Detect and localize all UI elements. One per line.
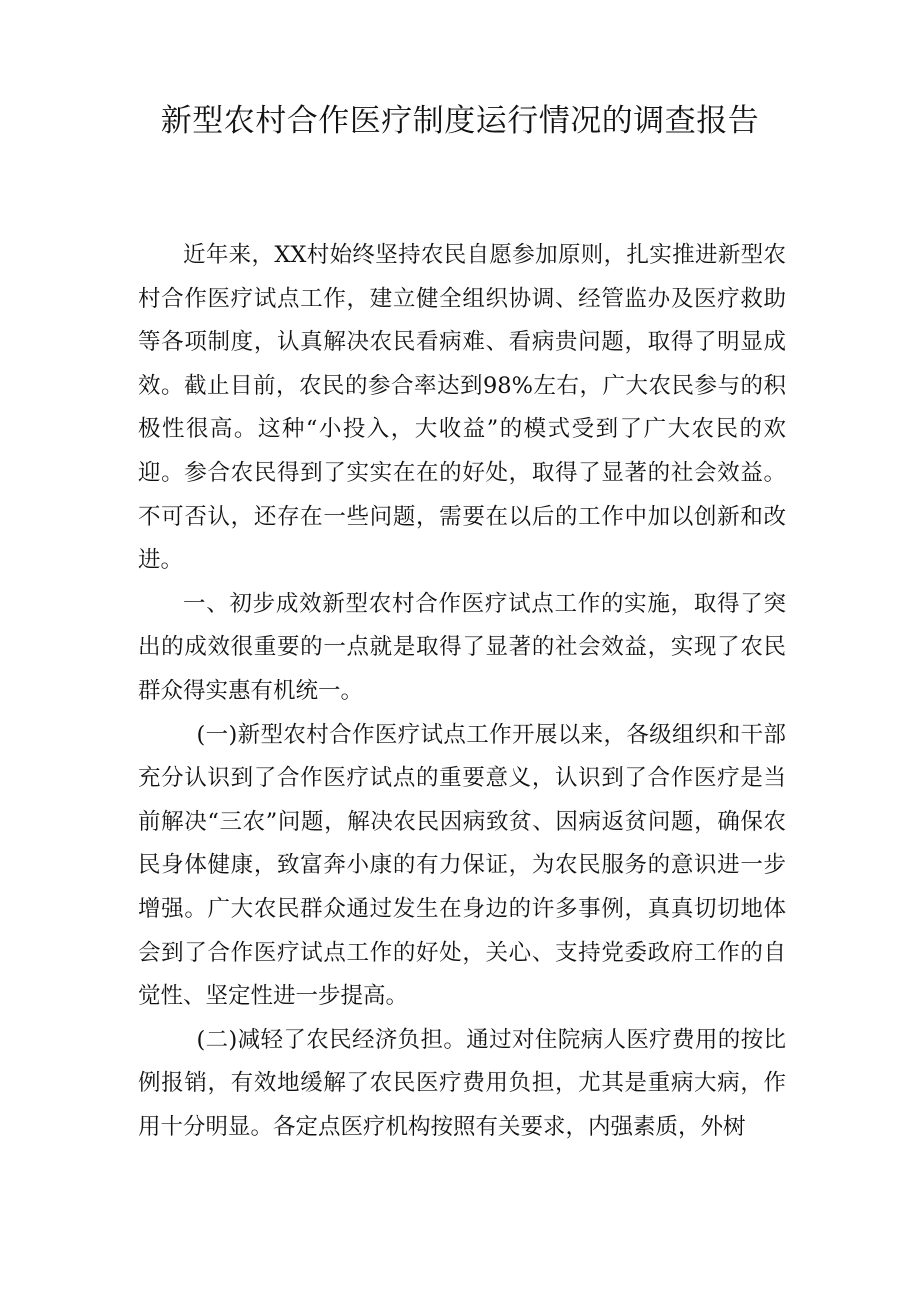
paragraph-section-one: 一、初步成效新型农村合作医疗试点工作的实施，取得了突出的成效很重要的一点就是取得了显著的社会效益，实现了农民群众得实惠有机统一。 (138, 590, 786, 704)
paragraph-subsection-one: (一)新型农村合作医疗试点工作开展以来，各级组织和干部充分认识到了合作医疗试点的重要意义，认识到了合作医疗是当前解决“三农”问题，解决农民因病致贫、因病返贫问题，确保农民身体健康，致富奔小康的有力保证，为农民服务的意识进一步增强。广大农民群众通过发生在身边的许多事例，真真切切地体会到了合作医疗试点工作的好处，关心、支持党委政府工作的自觉性、坚定性进一步提高。 (138, 721, 786, 1010)
document-body (138, 234, 786, 1149)
document-title: 新型农村合作医疗制度运行情况的调查报告 (160, 103, 760, 139)
paragraph-subsection-two: (二)减轻了农民经济负担。通过对住院病人医疗费用的按比例报销，有效地缓解了农民医疗费用负担，尤其是重病大病，作用十分明显。各定点医疗机构按照有关要求，内强素质，外树 (138, 1026, 786, 1140)
paragraph-intro: 近年来，XX村始终坚持农民自愿参加原则，扎实推进新型农村合作医疗试点工作，建立健全组织协调、经管监办及医疗救助等各项制度，认真解决农民看病难、看病贵问题，取得了明显成效。截止目前，农民的参合率达到98%左右，广大农民参与的积极性很高。这种“小投入，大收益”的模式受到了广大农民的欢迎。参合农民得到了实实在在的好处，取得了显著的社会效益。不可否认，还存在一些问题，需要在以后的工作中加以创新和改进。 (138, 242, 786, 574)
